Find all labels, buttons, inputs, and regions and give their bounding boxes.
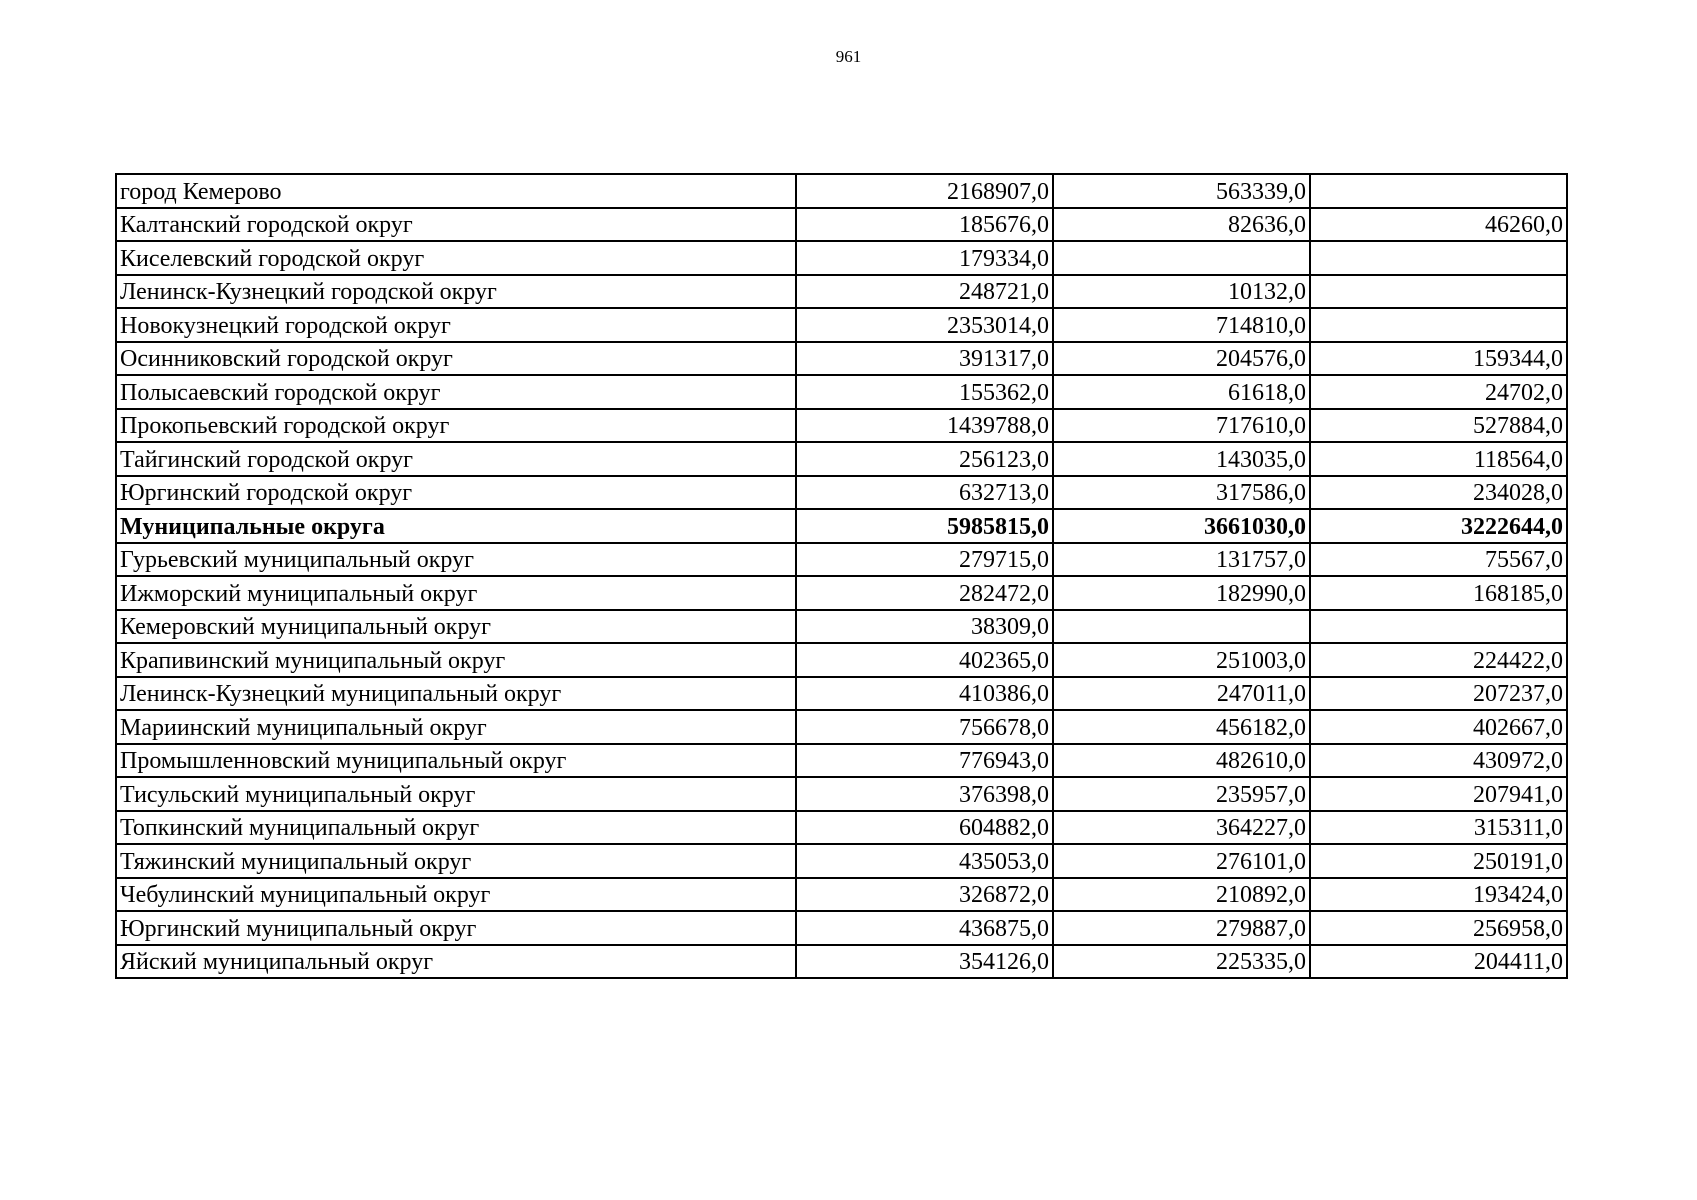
row-value-1-cell: 632713,0 xyxy=(796,476,1053,510)
row-name-cell: Осинниковский городской округ xyxy=(116,342,796,376)
row-name-cell: Юргинский муниципальный округ xyxy=(116,911,796,945)
row-value-2-cell: 279887,0 xyxy=(1053,911,1310,945)
row-value-3-cell: 224422,0 xyxy=(1310,643,1567,677)
row-name-cell: Крапивинский муниципальный округ xyxy=(116,643,796,677)
row-value-3-cell: 24702,0 xyxy=(1310,375,1567,409)
row-value-1-cell: 256123,0 xyxy=(796,442,1053,476)
row-value-1-cell: 1439788,0 xyxy=(796,409,1053,443)
row-name-cell: Ленинск-Кузнецкий муниципальный округ xyxy=(116,677,796,711)
row-value-1-cell: 2168907,0 xyxy=(796,174,1053,208)
row-value-1-cell: 5985815,0 xyxy=(796,509,1053,543)
table-row xyxy=(116,777,1567,811)
row-value-2-cell: 456182,0 xyxy=(1053,710,1310,744)
row-value-1-cell: 155362,0 xyxy=(796,375,1053,409)
row-value-3-cell: 46260,0 xyxy=(1310,208,1567,242)
row-value-2-cell: 563339,0 xyxy=(1053,174,1310,208)
row-value-2-cell: 482610,0 xyxy=(1053,744,1310,778)
row-name-cell: Прокопьевский городской округ xyxy=(116,409,796,443)
table-row xyxy=(116,543,1567,577)
row-value-3-cell xyxy=(1310,275,1567,309)
row-name-cell: Новокузнецкий городской округ xyxy=(116,308,796,342)
row-value-3-cell xyxy=(1310,174,1567,208)
data-table xyxy=(115,173,1568,979)
row-value-3-cell xyxy=(1310,241,1567,275)
row-value-1-cell: 326872,0 xyxy=(796,878,1053,912)
row-name-cell: Тисульский муниципальный округ xyxy=(116,777,796,811)
row-value-3-cell: 207237,0 xyxy=(1310,677,1567,711)
row-value-3-cell: 402667,0 xyxy=(1310,710,1567,744)
table-row xyxy=(116,275,1567,309)
table-row xyxy=(116,576,1567,610)
row-value-1-cell: 376398,0 xyxy=(796,777,1053,811)
row-value-1-cell: 279715,0 xyxy=(796,543,1053,577)
row-value-3-cell: 204411,0 xyxy=(1310,945,1567,979)
row-value-1-cell: 435053,0 xyxy=(796,844,1053,878)
row-value-3-cell: 159344,0 xyxy=(1310,342,1567,376)
table-row-section-header xyxy=(116,509,1567,543)
row-value-1-cell: 282472,0 xyxy=(796,576,1053,610)
row-value-2-cell: 143035,0 xyxy=(1053,442,1310,476)
row-value-1-cell: 354126,0 xyxy=(796,945,1053,979)
row-value-2-cell xyxy=(1053,241,1310,275)
row-name-cell: Полысаевский городской округ xyxy=(116,375,796,409)
row-value-2-cell: 714810,0 xyxy=(1053,308,1310,342)
table-row xyxy=(116,342,1567,376)
row-name-cell: Ленинск-Кузнецкий городской округ xyxy=(116,275,796,309)
table-row xyxy=(116,241,1567,275)
row-name-cell: город Кемерово xyxy=(116,174,796,208)
row-value-2-cell: 247011,0 xyxy=(1053,677,1310,711)
row-value-1-cell: 410386,0 xyxy=(796,677,1053,711)
row-value-3-cell xyxy=(1310,308,1567,342)
row-value-2-cell: 10132,0 xyxy=(1053,275,1310,309)
row-value-2-cell: 717610,0 xyxy=(1053,409,1310,443)
row-value-3-cell: 207941,0 xyxy=(1310,777,1567,811)
row-value-3-cell: 234028,0 xyxy=(1310,476,1567,510)
table-body xyxy=(116,174,1567,978)
row-value-2-cell: 235957,0 xyxy=(1053,777,1310,811)
row-value-2-cell: 364227,0 xyxy=(1053,811,1310,845)
row-value-3-cell: 3222644,0 xyxy=(1310,509,1567,543)
table-row xyxy=(116,442,1567,476)
row-value-2-cell: 3661030,0 xyxy=(1053,509,1310,543)
row-value-1-cell: 248721,0 xyxy=(796,275,1053,309)
row-value-1-cell: 756678,0 xyxy=(796,710,1053,744)
table-row xyxy=(116,710,1567,744)
row-value-2-cell: 182990,0 xyxy=(1053,576,1310,610)
row-value-3-cell: 193424,0 xyxy=(1310,878,1567,912)
row-value-2-cell: 204576,0 xyxy=(1053,342,1310,376)
row-value-1-cell: 185676,0 xyxy=(796,208,1053,242)
row-name-cell: Яйский муниципальный округ xyxy=(116,945,796,979)
table-row xyxy=(116,677,1567,711)
row-name-cell: Тяжинский муниципальный округ xyxy=(116,844,796,878)
row-name-cell: Кемеровский муниципальный округ xyxy=(116,610,796,644)
row-name-cell: Тайгинский городской округ xyxy=(116,442,796,476)
row-name-cell: Муниципальные округа xyxy=(116,509,796,543)
row-value-3-cell xyxy=(1310,610,1567,644)
table-row xyxy=(116,476,1567,510)
table-row xyxy=(116,610,1567,644)
table-row xyxy=(116,375,1567,409)
row-value-3-cell: 430972,0 xyxy=(1310,744,1567,778)
table-row xyxy=(116,174,1567,208)
table-row xyxy=(116,744,1567,778)
row-name-cell: Ижморский муниципальный округ xyxy=(116,576,796,610)
row-value-3-cell: 168185,0 xyxy=(1310,576,1567,610)
row-value-3-cell: 256958,0 xyxy=(1310,911,1567,945)
row-name-cell: Юргинский городской округ xyxy=(116,476,796,510)
row-value-2-cell xyxy=(1053,610,1310,644)
row-name-cell: Чебулинский муниципальный округ xyxy=(116,878,796,912)
row-value-1-cell: 604882,0 xyxy=(796,811,1053,845)
row-value-3-cell: 315311,0 xyxy=(1310,811,1567,845)
row-value-1-cell: 179334,0 xyxy=(796,241,1053,275)
row-value-1-cell: 2353014,0 xyxy=(796,308,1053,342)
row-name-cell: Киселевский городской округ xyxy=(116,241,796,275)
table-row xyxy=(116,945,1567,979)
row-value-2-cell: 131757,0 xyxy=(1053,543,1310,577)
row-value-2-cell: 225335,0 xyxy=(1053,945,1310,979)
table-row xyxy=(116,643,1567,677)
table-row xyxy=(116,911,1567,945)
table-row xyxy=(116,844,1567,878)
row-value-3-cell: 250191,0 xyxy=(1310,844,1567,878)
table-row xyxy=(116,409,1567,443)
row-value-3-cell: 75567,0 xyxy=(1310,543,1567,577)
page-number: 961 xyxy=(835,47,862,66)
row-name-cell: Топкинский муниципальный округ xyxy=(116,811,796,845)
row-value-2-cell: 251003,0 xyxy=(1053,643,1310,677)
row-value-2-cell: 82636,0 xyxy=(1053,208,1310,242)
row-value-2-cell: 276101,0 xyxy=(1053,844,1310,878)
row-value-1-cell: 38309,0 xyxy=(796,610,1053,644)
row-value-2-cell: 61618,0 xyxy=(1053,375,1310,409)
row-value-1-cell: 402365,0 xyxy=(796,643,1053,677)
table-row xyxy=(116,308,1567,342)
row-value-1-cell: 776943,0 xyxy=(796,744,1053,778)
row-name-cell: Гурьевский муниципальный округ xyxy=(116,543,796,577)
row-value-2-cell: 317586,0 xyxy=(1053,476,1310,510)
table-row xyxy=(116,208,1567,242)
row-value-1-cell: 436875,0 xyxy=(796,911,1053,945)
row-value-2-cell: 210892,0 xyxy=(1053,878,1310,912)
table-row xyxy=(116,878,1567,912)
row-value-3-cell: 527884,0 xyxy=(1310,409,1567,443)
row-name-cell: Промышленновский муниципальный округ xyxy=(116,744,796,778)
row-value-1-cell: 391317,0 xyxy=(796,342,1053,376)
row-name-cell: Калтанский городской округ xyxy=(116,208,796,242)
row-name-cell: Мариинский муниципальный округ xyxy=(116,710,796,744)
table-row xyxy=(116,811,1567,845)
row-value-3-cell: 118564,0 xyxy=(1310,442,1567,476)
